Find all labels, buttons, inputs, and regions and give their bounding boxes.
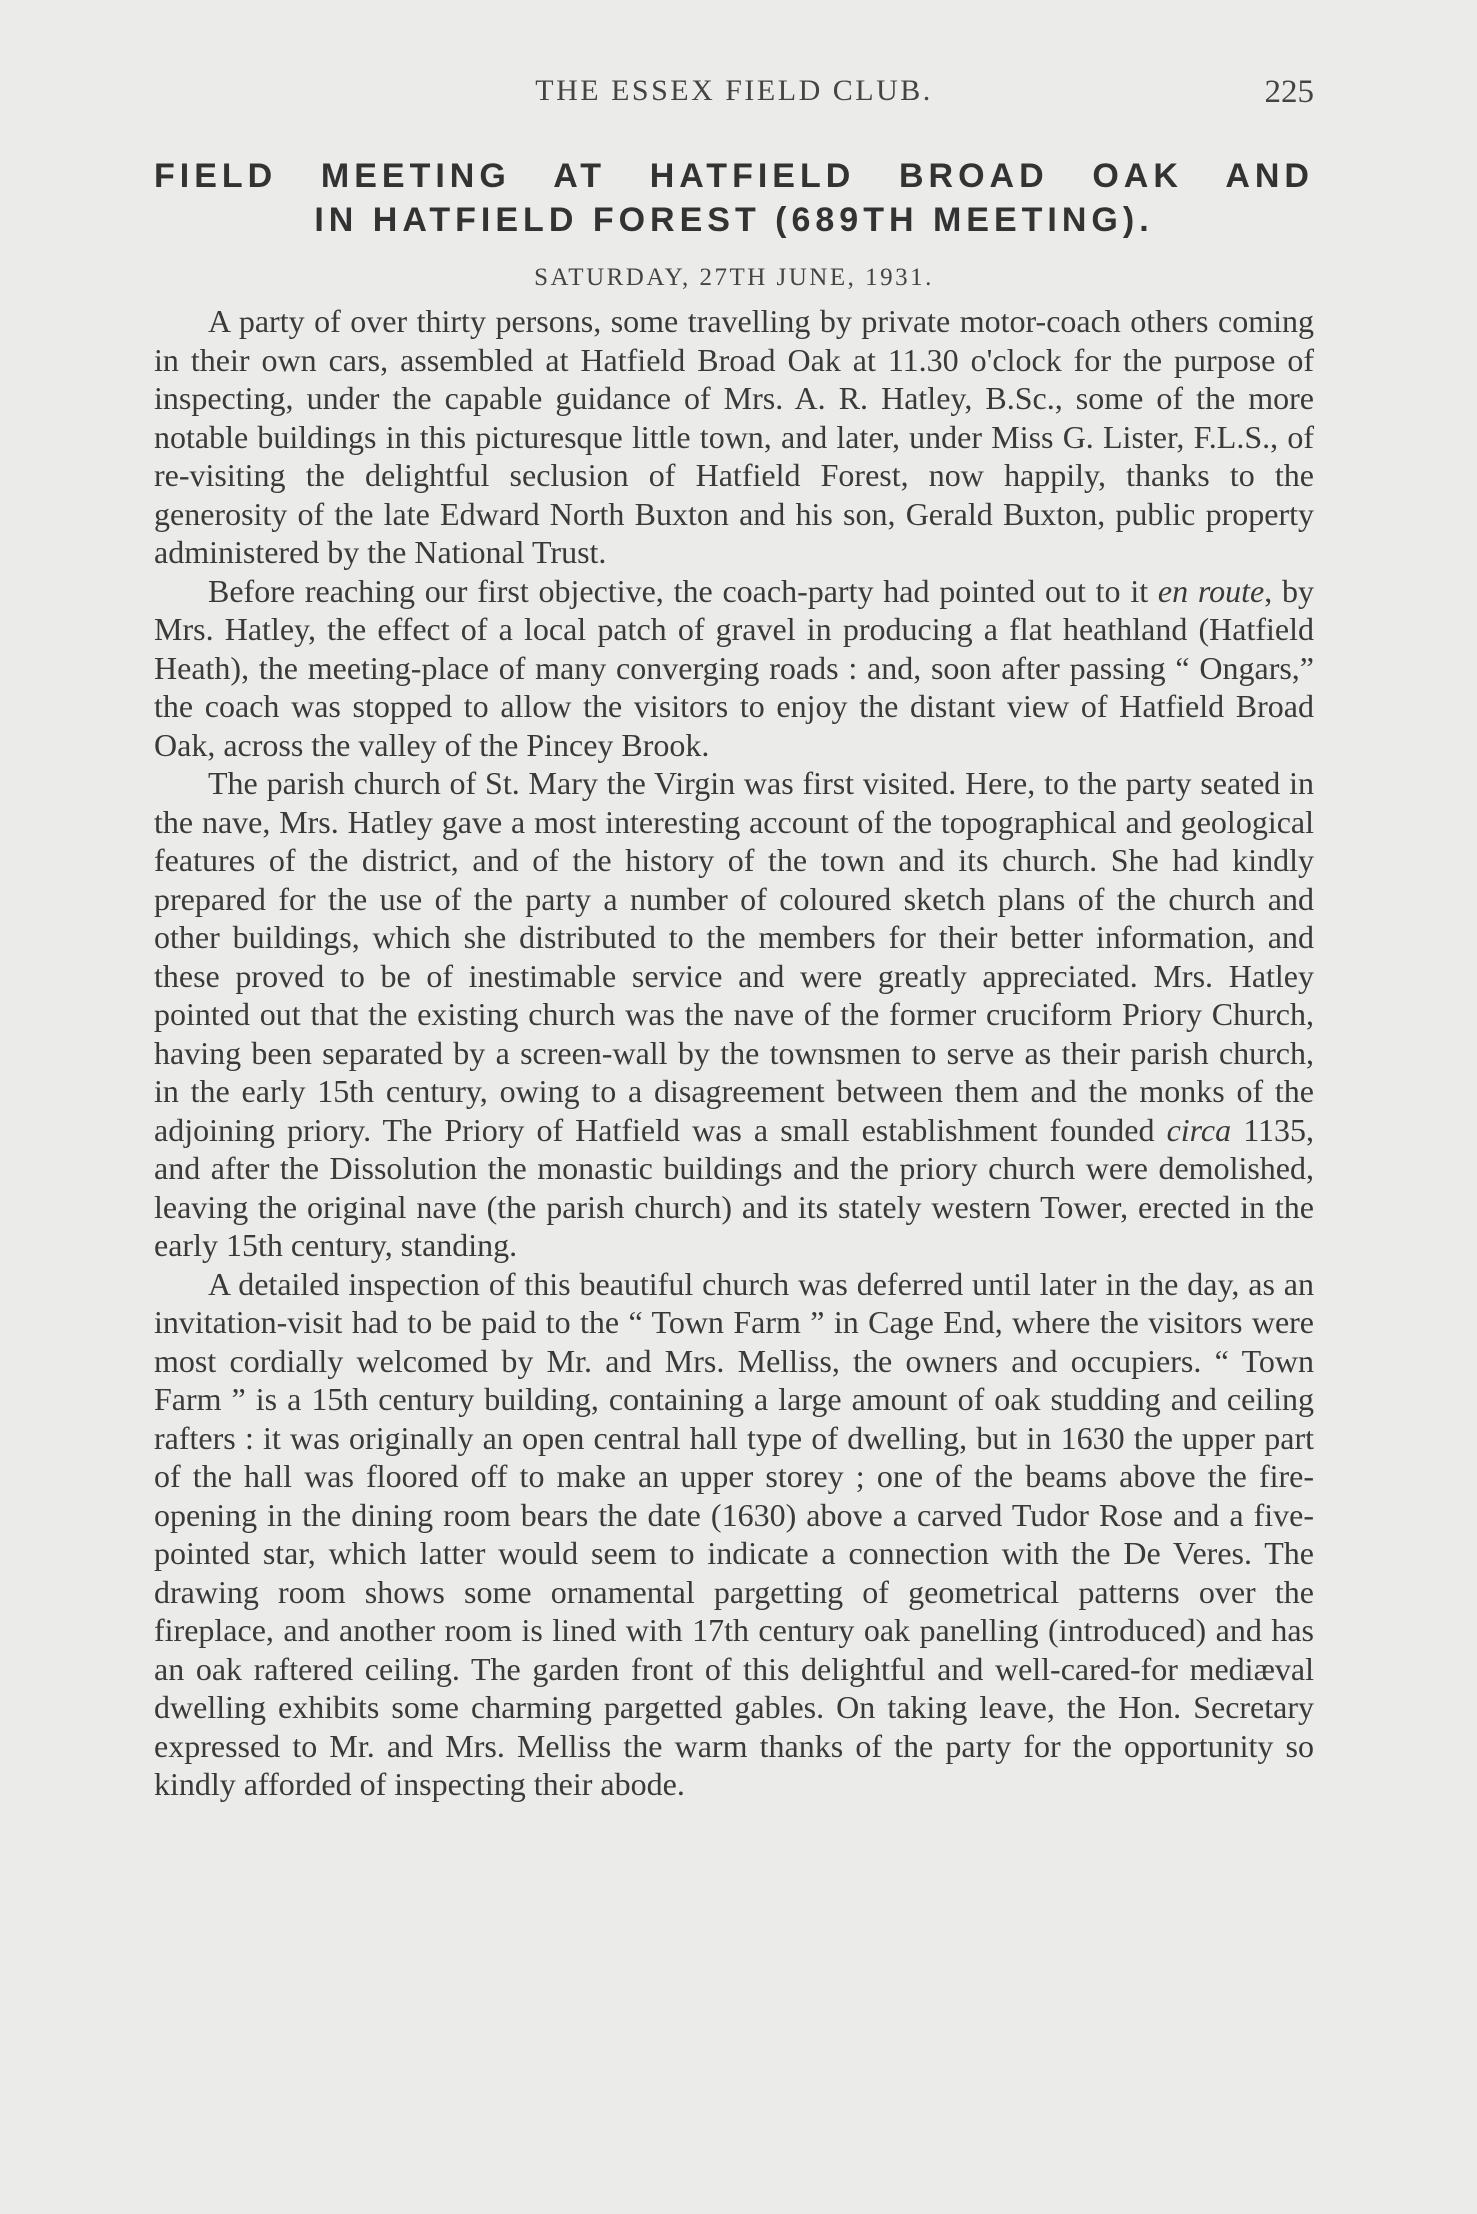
title-line-1: FIELD MEETING AT HATFIELD BROAD OAK AND [154,157,1314,195]
meeting-date: SATURDAY, 27TH JUNE, 1931. [534,264,934,291]
running-title: THE ESSEX FIELD CLUB. [535,74,933,107]
page-number: 225 [1264,74,1314,110]
paragraph-text: A detailed inspection of this beautiful church was deferred until later in the day, as an invitation-visit had to be paid to the “ Town Farm ” in Cage End, where the visitors were most cordially welcomed by Mr. and Mrs. Melliss, the owners and occupiers. “ Town Farm ” is a 15th century building, containing a large amount of oak studding and ceiling rafters : it was originally an open central hall type of dwelling, but in 1630 the upper part of the hall was floored off to make an upper storey ; one of the beams above the fire-opening in the dining room bears the date (1630) above a carved Tudor Rose and a five-pointed star, which latter would seem to indicate a connection with the De Veres. The drawing room shows some ornamental pargetting of geometrical patterns over the fireplace, and another room is lined with 17th century oak panelling (introduced) and has an oak raftered ceiling. The garden front of this delightful and well-cared-for mediæval dwelling exhibits some charming pargetted gables. On taking leave, the Hon. Secretary expressed to Mr. and Mrs. Melliss the warm thanks of the party for the opportunity so kindly afforded of inspecting their abode. [154,1265,1314,1802]
paragraph-2 [154,572,1314,765]
paragraph-text: , by Mrs. Hatley, the effect of a local patch of gravel in producing a flat heathland (Hatfield Heath), the meeting-place of many converging roads : and, soon after passing “ Ongars,” the coach was stopped to allow the visitors to enjoy the distant view of Hatfield Broad Oak, across the valley of the Pincey Brook. [154,572,1315,763]
italic-phrase: circa [1166,1111,1232,1148]
italic-phrase: en route [1157,572,1265,609]
paragraph-3 [154,764,1314,1265]
paragraph-text: The parish church of St. Mary the Virgin was first visited. Here, to the party seated in the nave, Mrs. Hatley gave a most interesting account of the topographical and geological features of the district, and of the history of the town and its church. She had kindly prepared for the use of the party a number of coloured sketch plans of the church and other buildings, which she distributed to the members for their better information, and these proved to be of inestimable service and were greatly appreciated. Mrs. Hatley pointed out that the existing church was the nave of the former cruciform Priory Church, having been separated by a screen-wall by the townsmen to serve as their parish church, in the early 15th century, owing to a disagreement between them and the monks of the adjoining priory. The Priory of Hatfield was a small establishment founded [154,765,1314,1148]
title-line-2: IN HATFIELD FOREST (689TH MEETING). [314,201,1154,239]
article-title [154,154,1314,242]
paragraph-text: A party of over thirty persons, some travelling by private motor-coach others coming in their own cars, assembled at Hatfield Broad Oak at 11.30 o'clock for the purpose of inspecting, under the capable guidance of Mrs. A. R. Hatley, B.Sc., some of the more notable buildings in this picturesque little town, and later, under Miss G. Lister, F.L.S., of re-visiting the delightful seclusion of Hatfield Forest, now happily, thanks to the generosity of the late Edward North Buxton and his son, Gerald Buxton, public property administered by the National Trust. [154,303,1314,570]
paragraph-text: 1135, and after the Dissolution the monastic buildings and the priory church were demolished, leaving the original nave (the parish church) and its stately western Tower, erected in the early 15th century, standing. [154,1111,1315,1263]
article-body [154,302,1314,1804]
paragraph-1 [154,302,1314,572]
paragraph-text: Before reaching our first objective, the coach-party had pointed out to it [208,572,1158,609]
running-header [154,60,1314,120]
paragraph-4 [154,1265,1314,1804]
document-page [154,60,1314,1804]
